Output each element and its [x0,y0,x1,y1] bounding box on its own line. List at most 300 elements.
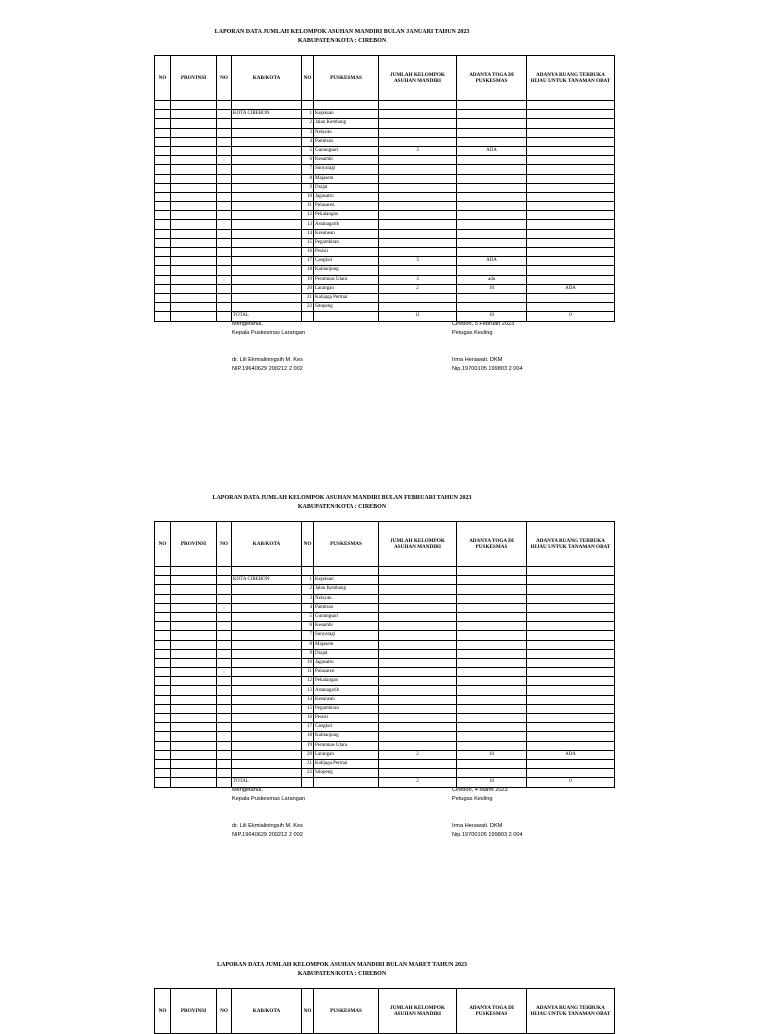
table-row [155,248,615,257]
cell [171,156,217,165]
toga-cell: ADA [457,257,527,266]
cell [232,594,302,603]
puskesmas-name: Pamitran [314,137,379,146]
jumlah-cell [379,612,457,621]
puskesmas-name: Pekalangan [314,211,379,220]
ruang-cell [527,229,615,238]
cell [232,677,302,686]
puskesmas-name: Kalitanjung [314,732,379,741]
jumlah-cell [379,303,457,312]
toga-cell [457,229,527,238]
column-header: JUMLAH KELOMPOK ASUHAN MANDIRI [379,989,457,1034]
toga-cell [457,714,527,723]
cell [155,192,171,201]
column-header: ADANYA TOGA DI PUSKESMAS [457,522,527,567]
table-row [155,704,615,713]
jumlah-cell [379,174,457,183]
cell [232,704,302,713]
row-number: 7 [302,165,314,174]
puskesmas-name: Majasem [314,174,379,183]
row-number: 10 [302,658,314,667]
cell [232,750,302,759]
cell [171,110,217,119]
total-row [155,312,615,321]
table-row [155,649,615,658]
row-number: 5 [302,612,314,621]
toga-cell [457,594,527,603]
cell [155,146,171,155]
table-row [155,668,615,677]
cell [155,759,171,768]
cell [171,220,217,229]
kabkota-cell: KOTA CIREBON [232,576,302,585]
row-number: 20 [302,284,314,293]
toga-cell [457,192,527,201]
toga-cell [457,612,527,621]
table-row [155,119,615,128]
ruang-cell [527,183,615,192]
cell [171,704,217,713]
report-title-february: LAPORAN DATA JUMLAH KELOMPOK ASUHAN MANDIRI BULAN FEBRUARI TAHUN 2023 KABUPATEN/KOTA : CIREBON [212,495,472,510]
table-row [155,576,615,585]
cell [232,631,302,640]
cell [171,658,217,667]
puskesmas-name: Jalan Kembang [314,119,379,128]
puskesmas-name: Gunungsari [314,146,379,155]
total-label: TOTAL [232,312,302,321]
cell [314,778,379,787]
cell [232,649,302,658]
table-row [155,741,615,750]
ruang-cell [527,110,615,119]
report-table-february [154,521,615,788]
puskesmas-name: Kesambi [314,622,379,631]
toga-cell [457,677,527,686]
cell [217,238,232,247]
cell [217,640,232,649]
cell [171,229,217,238]
ruang-cell [527,137,615,146]
table-header-row [155,522,615,567]
jumlah-cell [379,156,457,165]
cell [217,585,232,594]
jumlah-cell: 2 [379,750,457,759]
row-number: 7 [302,631,314,640]
table-row [155,137,615,146]
table-row [155,603,615,612]
table-header-row [155,56,615,101]
cell [232,266,302,275]
jumlah-cell [379,119,457,128]
cell [217,293,232,302]
ruang-cell [527,704,615,713]
row-number: 17 [302,723,314,732]
cell [171,723,217,732]
jumlah-cell [379,640,457,649]
puskesmas-name: Gunungsari [314,612,379,621]
ruang-cell [527,769,615,778]
cell [171,576,217,585]
table-row [155,229,615,238]
puskesmas-name: Sitopeng [314,769,379,778]
table-row [155,640,615,649]
row-number: 9 [302,649,314,658]
cell [171,275,217,284]
cell [155,741,171,750]
ruang-cell [527,165,615,174]
cell [217,723,232,732]
toga-cell [457,165,527,174]
cell [171,769,217,778]
table-row [155,732,615,741]
ruang-cell [527,732,615,741]
jumlah-cell [379,183,457,192]
table-row [155,622,615,631]
cell [232,183,302,192]
cell [155,677,171,686]
toga-cell [457,723,527,732]
row-number: 4 [302,137,314,146]
jumlah-cell [379,723,457,732]
column-header: ADANYA RUANG TERBUKA HIJAU UNTUK TANAMAN OBAT [527,56,615,101]
signature-right-january: Cirebon, 5 Februari 2023 Petugas Kesling Irma Herawati. DKM Nip.19700105 199803 2 004 [452,321,523,372]
column-header: JUMLAH KELOMPOK ASUHAN MANDIRI [379,522,457,567]
row-number: 15 [302,704,314,713]
jumlah-cell [379,594,457,603]
table-row [155,257,615,266]
cell [171,677,217,686]
puskesmas-name: Cangkol [314,723,379,732]
row-number: 11 [302,202,314,211]
toga-cell [457,640,527,649]
table-row [155,266,615,275]
ruang-cell [527,603,615,612]
jumlah-cell [379,137,457,146]
ruang-cell [527,238,615,247]
cell [232,714,302,723]
cell [232,211,302,220]
row-number: 14 [302,229,314,238]
cell [171,192,217,201]
ruang-cell [527,695,615,704]
cell [217,714,232,723]
puskesmas-name: Kesambi [314,156,379,165]
row-number: 1 [302,576,314,585]
jumlah-cell [379,603,457,612]
cell [171,202,217,211]
column-header: NO [217,522,232,567]
cell [171,668,217,677]
jumlah-cell: 3 [379,257,457,266]
cell [171,622,217,631]
cell [171,714,217,723]
ruang-cell [527,741,615,750]
table-row [155,759,615,768]
row-number: 19 [302,275,314,284]
puskesmas-name: Perumnas Utara [314,275,379,284]
cell [171,257,217,266]
ruang-cell [527,686,615,695]
cell [217,778,232,787]
cell [232,759,302,768]
total-label: TOTAL [232,778,302,787]
jumlah-cell [379,631,457,640]
puskesmas-name: Sunyaragi [314,165,379,174]
puskesmas-name: Kalitanjung [314,266,379,275]
cell [232,229,302,238]
cell [217,631,232,640]
cell [171,303,217,312]
puskesmas-name: Pulasaren [314,202,379,211]
puskesmas-name: Jagasatru [314,658,379,667]
table-row [155,110,615,119]
cell [155,732,171,741]
table-row [155,202,615,211]
ruang-cell [527,202,615,211]
puskesmas-name: Astanagarib [314,220,379,229]
cell [171,686,217,695]
table-row [155,567,615,576]
toga-cell: 10 [457,284,527,293]
puskesmas-name: Sunyaragi [314,631,379,640]
ruang-cell [527,631,615,640]
row-number: 11 [302,668,314,677]
ruang-cell [527,677,615,686]
cell [171,759,217,768]
jumlah-cell [379,576,457,585]
row-number: 3 [302,594,314,603]
cell [232,658,302,667]
jumlah-cell [379,248,457,257]
table-row [155,174,615,183]
cell [155,603,171,612]
column-header: KAB/KOTA [232,522,302,567]
column-header: ADANYA RUANG TERBUKA HIJAU UNTUK TANAMAN OBAT [527,989,615,1034]
toga-cell [457,119,527,128]
cell [217,257,232,266]
cell [217,704,232,713]
puskesmas-name: Larangan [314,284,379,293]
column-header: NO [155,56,171,101]
kabkota-cell: KOTA CIREBON [232,110,302,119]
toga-cell [457,741,527,750]
cell [217,622,232,631]
column-header: KAB/KOTA [232,56,302,101]
cell [171,732,217,741]
cell [217,677,232,686]
jumlah-cell [379,769,457,778]
row-number: 6 [302,156,314,165]
toga-cell [457,603,527,612]
row-number: 1 [302,110,314,119]
table-row [155,769,615,778]
toga-cell [457,759,527,768]
cell [217,750,232,759]
cell [171,165,217,174]
column-header: PUSKESMAS [314,522,379,567]
cell [155,658,171,667]
jumlah-cell [379,293,457,302]
jumlah-cell [379,695,457,704]
cell [217,732,232,741]
jumlah-cell [379,238,457,247]
jumlah-cell [379,585,457,594]
cell [232,293,302,302]
puskesmas-name: Pulasaren [314,668,379,677]
ruang-cell [527,257,615,266]
cell [217,220,232,229]
cell [232,238,302,247]
row-number: 13 [302,686,314,695]
jumlah-cell [379,229,457,238]
cell [217,128,232,137]
row-number: 17 [302,257,314,266]
jumlah-cell [379,668,457,677]
cell [232,119,302,128]
cell [155,202,171,211]
total-jumlah: 11 [379,312,457,321]
toga-cell: 10 [457,750,527,759]
cell [232,603,302,612]
row-number: 2 [302,585,314,594]
cell [171,174,217,183]
cell [171,695,217,704]
cell [217,266,232,275]
cell [217,769,232,778]
cell [155,576,171,585]
puskesmas-name: Kejaksan [314,576,379,585]
ruang-cell [527,723,615,732]
table-row [155,128,615,137]
cell [217,248,232,257]
cell [232,128,302,137]
puskesmas-name: Nelayan [314,594,379,603]
cell [155,649,171,658]
ruang-cell [527,248,615,257]
signature-left-january: Mengetahui, Kepala Puskesmas Larangan dr. Lili Ekmialiningsih M. Kes NIP.19640629 200212 2 002 [232,321,306,372]
table-row [155,594,615,603]
cell [155,284,171,293]
cell [217,156,232,165]
total-toga: 10 [457,778,527,787]
toga-cell [457,156,527,165]
ruang-cell [527,640,615,649]
column-header: NO [155,522,171,567]
cell [232,303,302,312]
jumlah-cell [379,211,457,220]
cell [155,211,171,220]
ruang-cell [527,576,615,585]
cell [217,686,232,695]
column-header: PROVINSI [171,56,217,101]
cell [155,612,171,621]
ruang-cell [527,220,615,229]
column-header: PUSKESMAS [314,989,379,1034]
table-row [155,612,615,621]
cell [171,594,217,603]
ruang-cell [527,714,615,723]
ruang-cell [527,266,615,275]
cell [171,183,217,192]
table-row [155,293,615,302]
toga-cell [457,202,527,211]
table-row [155,723,615,732]
row-number: 9 [302,183,314,192]
cell [217,759,232,768]
cell [171,293,217,302]
cell [217,668,232,677]
cell [217,165,232,174]
report-title-march: LAPORAN DATA JUMLAH KELOMPOK ASUHAN MANDIRI BULAN MARET TAHUN 2023 KABUPATEN/KOTA : CIREBON [217,962,467,977]
puskesmas-name: Pekalangan [314,677,379,686]
jumlah-cell: 3 [379,275,457,284]
cell [232,732,302,741]
row-number: 20 [302,750,314,759]
cell [232,612,302,621]
cell [232,257,302,266]
total-ruang: 0 [527,778,615,787]
toga-cell [457,174,527,183]
cell [232,156,302,165]
jumlah-cell [379,714,457,723]
cell [155,312,171,321]
cell [155,156,171,165]
cell [232,192,302,201]
cell [217,192,232,201]
toga-cell: ada [457,275,527,284]
toga-cell: ADA [457,146,527,155]
row-number: 22 [302,769,314,778]
jumlah-cell [379,741,457,750]
cell [217,312,232,321]
cell [232,220,302,229]
cell [171,128,217,137]
cell [171,603,217,612]
cell [155,594,171,603]
cell [217,110,232,119]
column-header: NO [302,989,314,1034]
cell [155,119,171,128]
jumlah-cell: 2 [379,284,457,293]
row-number: 12 [302,211,314,220]
row-number: 16 [302,248,314,257]
cell [171,146,217,155]
column-header: JUMLAH KELOMPOK ASUHAN MANDIRI [379,56,457,101]
ruang-cell [527,622,615,631]
row-number: 10 [302,192,314,201]
cell [217,229,232,238]
column-header: PROVINSI [171,522,217,567]
row-number: 4 [302,603,314,612]
ruang-cell [527,658,615,667]
jumlah-cell [379,128,457,137]
puskesmas-name: Astanagarib [314,686,379,695]
cell [232,741,302,750]
jumlah-cell [379,677,457,686]
cell [217,174,232,183]
table-row [155,284,615,293]
puskesmas-name: Kalijaga Permai [314,759,379,768]
table-row [155,686,615,695]
cell [171,211,217,220]
cell [155,704,171,713]
jumlah-cell [379,202,457,211]
ruang-cell [527,303,615,312]
column-header: ADANYA TOGA DI PUSKESMAS [457,56,527,101]
table-header-row [155,989,615,1034]
cell [171,649,217,658]
toga-cell [457,732,527,741]
